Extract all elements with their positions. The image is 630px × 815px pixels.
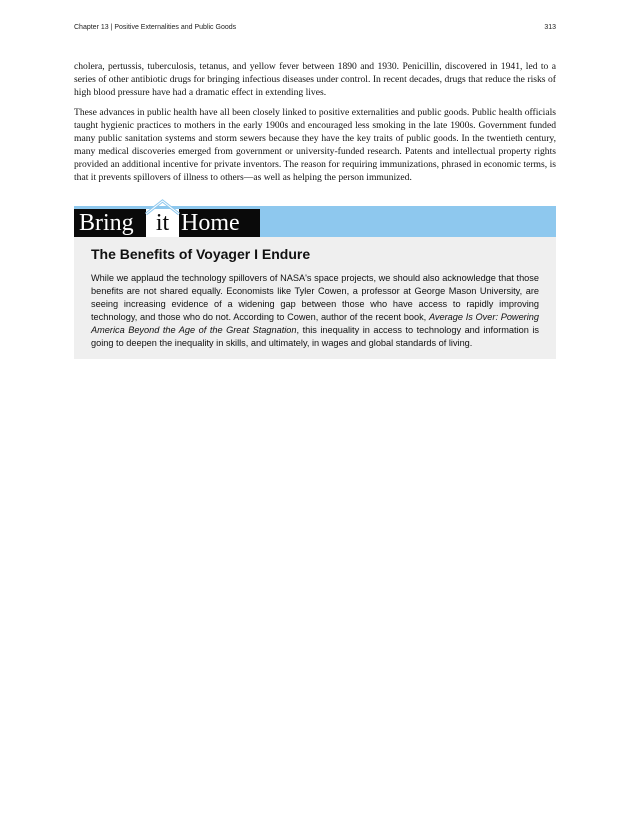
page-number: 313 — [544, 24, 556, 31]
body-text — [74, 60, 556, 191]
chapter-title: Chapter 13 | Positive Externalities and Public Goods — [74, 24, 237, 31]
bring-it-home-feature — [74, 206, 556, 359]
book-title: Average Is Over: Powering America Beyond the Age of the Great Stagnation — [91, 312, 539, 335]
house-roof-icon — [144, 199, 181, 215]
feature-text — [91, 272, 539, 350]
feature-title: The Benefits of Voyager I Endure — [91, 246, 311, 262]
feature-banner — [74, 206, 556, 237]
feature-label-word-highlight: it — [146, 209, 179, 237]
feature-label-word: Home — [181, 210, 240, 236]
feature-text-part: While we applaud the technology spillovers of NASA's space projects, we should also acknowledge that those benefits are not shared equally. Economists like Tyler Cowen, a professor at George Mason University, are seeing increasing evidence of a widening gap between those who have access to rapidly improving technology, and those who do not. According to Cowen, author of the recent book, — [91, 273, 539, 322]
feature-text-part: , this inequality in access to technology and information is going to deepen the inequality in skills, and ultimately, in wages and global standards of living. — [91, 325, 539, 348]
feature-body — [74, 237, 556, 359]
paragraph: These advances in public health have all been closely linked to positive externalities and public goods. Public health officials taught hygienic practices to mothers in the early 1900s and encouraged less smoking in the late 1900s. Government funded many public sanitation systems and storm sewers because they have the key traits of public goods. In the twentieth century, many medical discoveries emerged from government or university-funded research. Patents and intellectual property rights provided an additional incentive for private inventors. The reason for requiring immunizations, phrased in economic terms, is that it prevents spillovers of illness to others—as well as helping the person immunized. — [74, 107, 556, 183]
page-header — [74, 24, 556, 36]
feature-label-word: Bring — [79, 210, 134, 236]
paragraph: cholera, pertussis, tuberculosis, tetanus, and yellow fever between 1890 and 1930. Penicillin, discovered in 1941, led to a series of other antibiotic drugs for bringing infectious diseases under control. In recent decades, drugs that reduce the risks of high blood pressure have had a dramatic effect in extending lives. — [74, 61, 556, 98]
